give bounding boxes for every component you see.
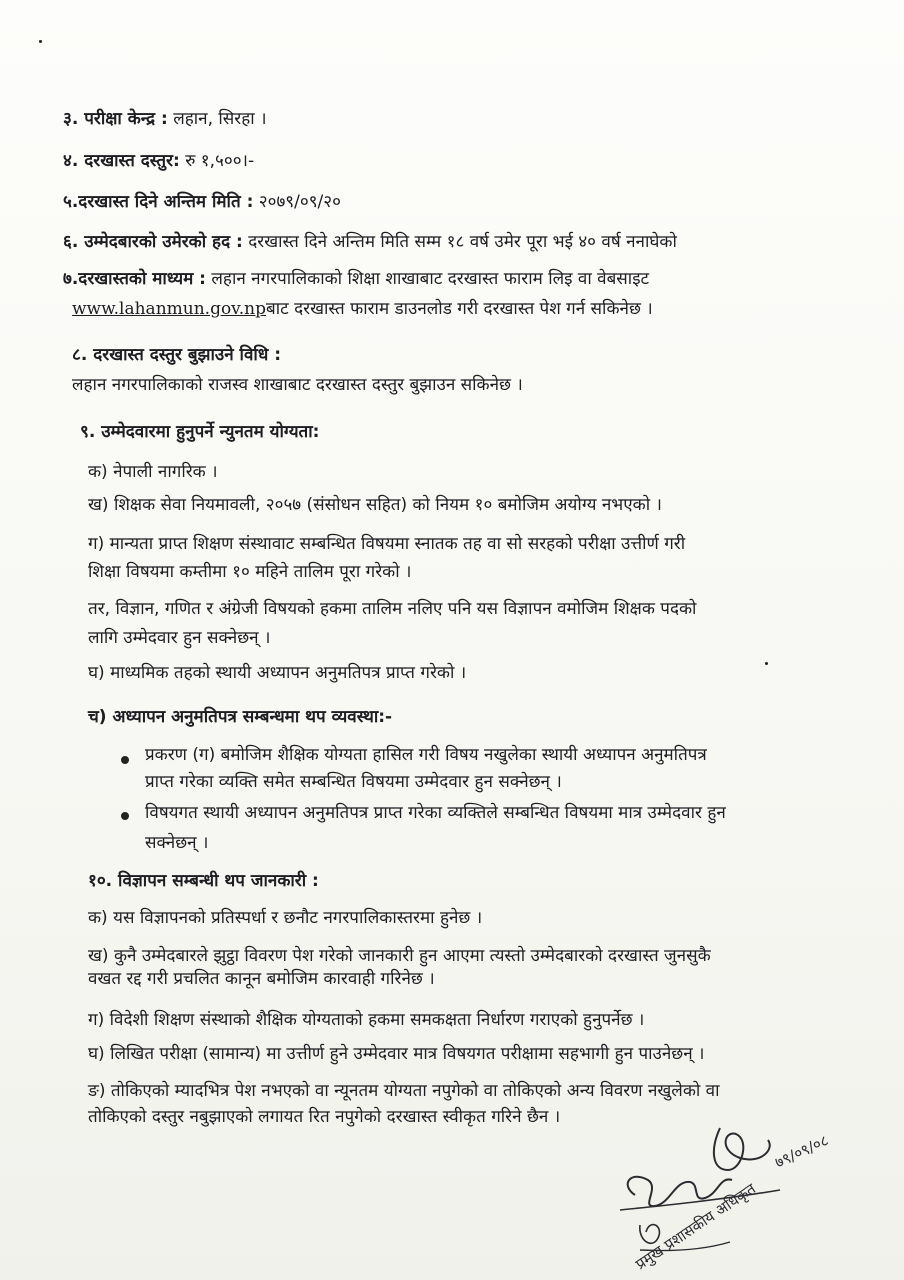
additional-ka: क) यस विज्ञापनको प्रतिस्पर्धा र छनौट नगरपालिकास्तरमा हुनेछ । xyxy=(88,908,483,928)
additional-kha-line2: वखत रद्द गरी प्रचलित कानून बमोजिम कारवाही गरिनेछ । xyxy=(88,969,435,989)
additional-nga-line1: ङ) तोकिएको म्यादभित्र पेश नभएको वा न्यूनतम योग्यता नपुगेको वा तोकिएको अन्य विवरण नखुलेको वा xyxy=(88,1081,720,1101)
license-bullet2-line1: विषयगत स्थायी अध्यापन अनुमतिपत्र प्राप्त गरेका व्यक्तिले सम्बन्धित विषयमा मात्र उम्मेदवार हुन xyxy=(145,803,726,823)
deadline-row xyxy=(63,191,341,213)
fee-label: ४. दरखास्त दस्तुर: xyxy=(63,151,180,171)
signature-title: प्रमुख प्रशासकीय अधिकृत xyxy=(632,1179,759,1274)
additional-ga: ग) विदेशी शिक्षण संस्थाको शैक्षिक योग्यताको हकमा समकक्षता निर्धारण गराएको हुनुपर्नेछ । xyxy=(88,1010,645,1030)
additional-gha: घ) लिखित परीक्षा (सामान्य) मा उत्तीर्ण हुने उम्मेदवार मात्र विषयगत परीक्षामा सहभागी हुन पाउनेछन् । xyxy=(88,1044,705,1064)
deadline-value: २०७९/०९/२० xyxy=(258,192,341,212)
qualification-gha: घ) माध्यमिक तहको स्थायी अध्यापन अनुमतिपत्र प्राप्त गरेको । xyxy=(88,663,467,683)
bullet-icon xyxy=(121,812,129,820)
license-provision-heading: च) अध्यापन अनुमतिपत्र सम्बन्धमा थप व्यवस्था:- xyxy=(88,707,393,727)
exam-center-row xyxy=(63,108,267,130)
additional-nga-line2: तोकिएको दस्तुर नबुझाएको लगायत रित नपुगेको दरखास्त स्वीकृत गरिने छैन । xyxy=(88,1107,561,1127)
qualification-kha: ख) शिक्षक सेवा नियमावली, २०५७ (संसोधन सहित) को नियम १० बमोजिम अयोग्य नभएको । xyxy=(88,495,662,515)
application-medium-row xyxy=(63,268,649,290)
license-bullet1-line2: प्राप्त गरेका व्यक्ति समेत सम्बन्धित विषयमा उम्मेदवार हुन सक्नेछन् । xyxy=(145,772,562,792)
speck-mark xyxy=(39,40,42,43)
qualification-ga-line2: शिक्षा विषयमा कम्तीमा १० महिने तालिम पूरा गरेको । xyxy=(88,562,412,582)
fee-row xyxy=(63,150,254,172)
fee-value: रु १,५००।- xyxy=(185,151,255,171)
age-limit-label: ६. उम्मेदबारको उमेरको हद : xyxy=(63,232,243,252)
application-medium-row-2 xyxy=(72,298,653,320)
qualification-ka: क) नेपाली नागरिक । xyxy=(88,462,218,482)
license-bullet1-line1: प्रकरण (ग) बमोजिम शैक्षिक योग्यता हासिल गरी विषय नखुलेका स्थायी अध्यापन अनुमतिपत्र xyxy=(145,745,707,765)
deadline-label: ५.दरखास्त दिने अन्तिम मिति : xyxy=(63,192,254,212)
application-medium-value-2: बाट दरखास्त फाराम डाउनलोड गरी दरखास्त पेश गर्न सकिनेछ । xyxy=(266,299,653,319)
license-bullet2-line2: सक्नेछन् । xyxy=(145,833,209,853)
qualification-note-line1: तर, विज्ञान, गणित र अंग्रेजी विषयको हकमा तालिम नलिए पनि यस विज्ञापन वमोजिम शिक्षक पदको xyxy=(88,599,697,619)
payment-method-text: लहान नगरपालिकाको राजस्व शाखाबाट दरखास्त दस्तुर बुझाउन सकिनेछ । xyxy=(72,375,523,395)
signature-mark xyxy=(600,1110,890,1275)
exam-center-label: ३. परीक्षा केन्द्र : xyxy=(63,109,168,129)
age-limit-row xyxy=(63,231,677,253)
qualification-heading: ९. उम्मेदवारमा हुनुपर्ने न्युनतम योग्यता: xyxy=(80,422,320,442)
signature-date: ७९/०९/०८ xyxy=(772,1131,832,1172)
additional-kha-line1: ख) कुनै उम्मेदबारले झुट्ठा विवरण पेश गरेको जानकारी हुन आएमा त्यस्तो उम्मेदबारको दरखास्त जुनसुकै xyxy=(88,946,711,966)
additional-info-heading: १०. विज्ञापन सम्बन्धी थप जानकारी : xyxy=(88,871,319,891)
qualification-note-line2: लागि उम्मेदवार हुन सक्नेछन् । xyxy=(88,628,271,648)
exam-center-value: लहान, सिरहा । xyxy=(173,109,267,129)
website-link[interactable]: www.lahanmun.gov.np xyxy=(72,299,267,319)
payment-method-heading: ८. दरखास्त दस्तुर बुझाउने विधि : xyxy=(72,345,281,365)
bullet-icon xyxy=(121,756,129,764)
speck-mark xyxy=(765,662,768,665)
application-medium-value: लहान नगरपालिकाको शिक्षा शाखाबाट दरखास्त फाराम लिइ वा वेबसाइट xyxy=(211,269,650,289)
age-limit-value: दरखास्त दिने अन्तिम मिति सम्म १८ वर्ष उमेर पूरा भई ४० वर्ष ननाघेको xyxy=(248,232,677,252)
application-medium-label: ७.दरखास्तको माध्यम : xyxy=(63,269,206,289)
qualification-ga-line1: ग) मान्यता प्राप्त शिक्षण संस्थावाट सम्बन्धित विषयमा स्नातक तह वा सो सरहको परीक्षा उत्तीर्ण गरी xyxy=(88,534,686,554)
